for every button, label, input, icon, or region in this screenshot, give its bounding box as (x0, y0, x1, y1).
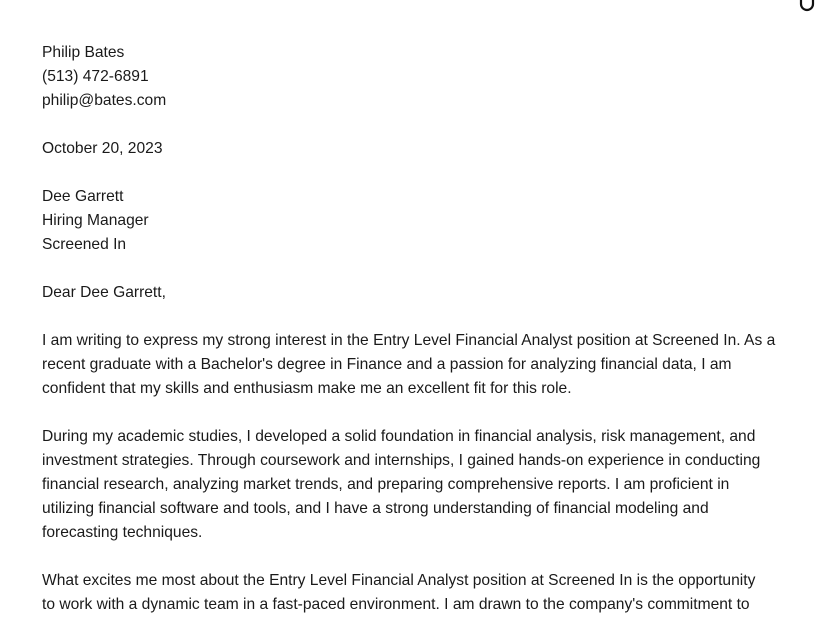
paragraph-line: utilizing financial software and tools, and I have a strong understanding of financial modeling and (42, 500, 709, 517)
body-paragraph-3 (42, 569, 798, 617)
sender-phone: (513) 472-6891 (42, 68, 149, 85)
letter-date: October 20, 2023 (42, 140, 163, 157)
recipient-block (42, 185, 798, 257)
paragraph-line: financial research, analyzing market trends, and preparing comprehensive reports. I am proficient in (42, 476, 730, 493)
recipient-title: Hiring Manager (42, 212, 149, 229)
recipient-name: Dee Garrett (42, 188, 124, 205)
paragraph-line: recent graduate with a Bachelor's degree in Finance and a passion for analyzing financial data, I am (42, 356, 732, 373)
date-block (42, 137, 798, 161)
paragraph-line: investment strategies. Through coursework and internships, I gained hands-on experience in conducting (42, 452, 761, 469)
paragraph-line: During my academic studies, I developed a solid foundation in financial analysis, risk management, and (42, 428, 756, 445)
body-paragraph-2 (42, 425, 798, 545)
sender-block (42, 41, 798, 113)
paragraph-line: What excites me most about the Entry Level Financial Analyst position at Screened In is the opportunity (42, 572, 756, 589)
paragraph-line: confident that my skills and enthusiasm make me an excellent fit for this role. (42, 380, 572, 397)
sender-email: philip@bates.com (42, 92, 167, 109)
salutation-block (42, 281, 798, 305)
salutation: Dear Dee Garrett, (42, 284, 166, 301)
sender-name: Philip Bates (42, 44, 125, 61)
body-paragraph-1 (42, 329, 798, 401)
recipient-company: Screened In (42, 236, 127, 253)
cover-letter (42, 41, 798, 620)
paragraph-line: I am writing to express my strong interest in the Entry Level Financial Analyst position at Screened In. As a (42, 332, 776, 349)
cursor-glyph-icon (798, 0, 816, 14)
paragraph-line: forecasting techniques. (42, 524, 203, 541)
paragraph-line: to work with a dynamic team in a fast-paced environment. I am drawn to the company's commitment to (42, 596, 750, 613)
